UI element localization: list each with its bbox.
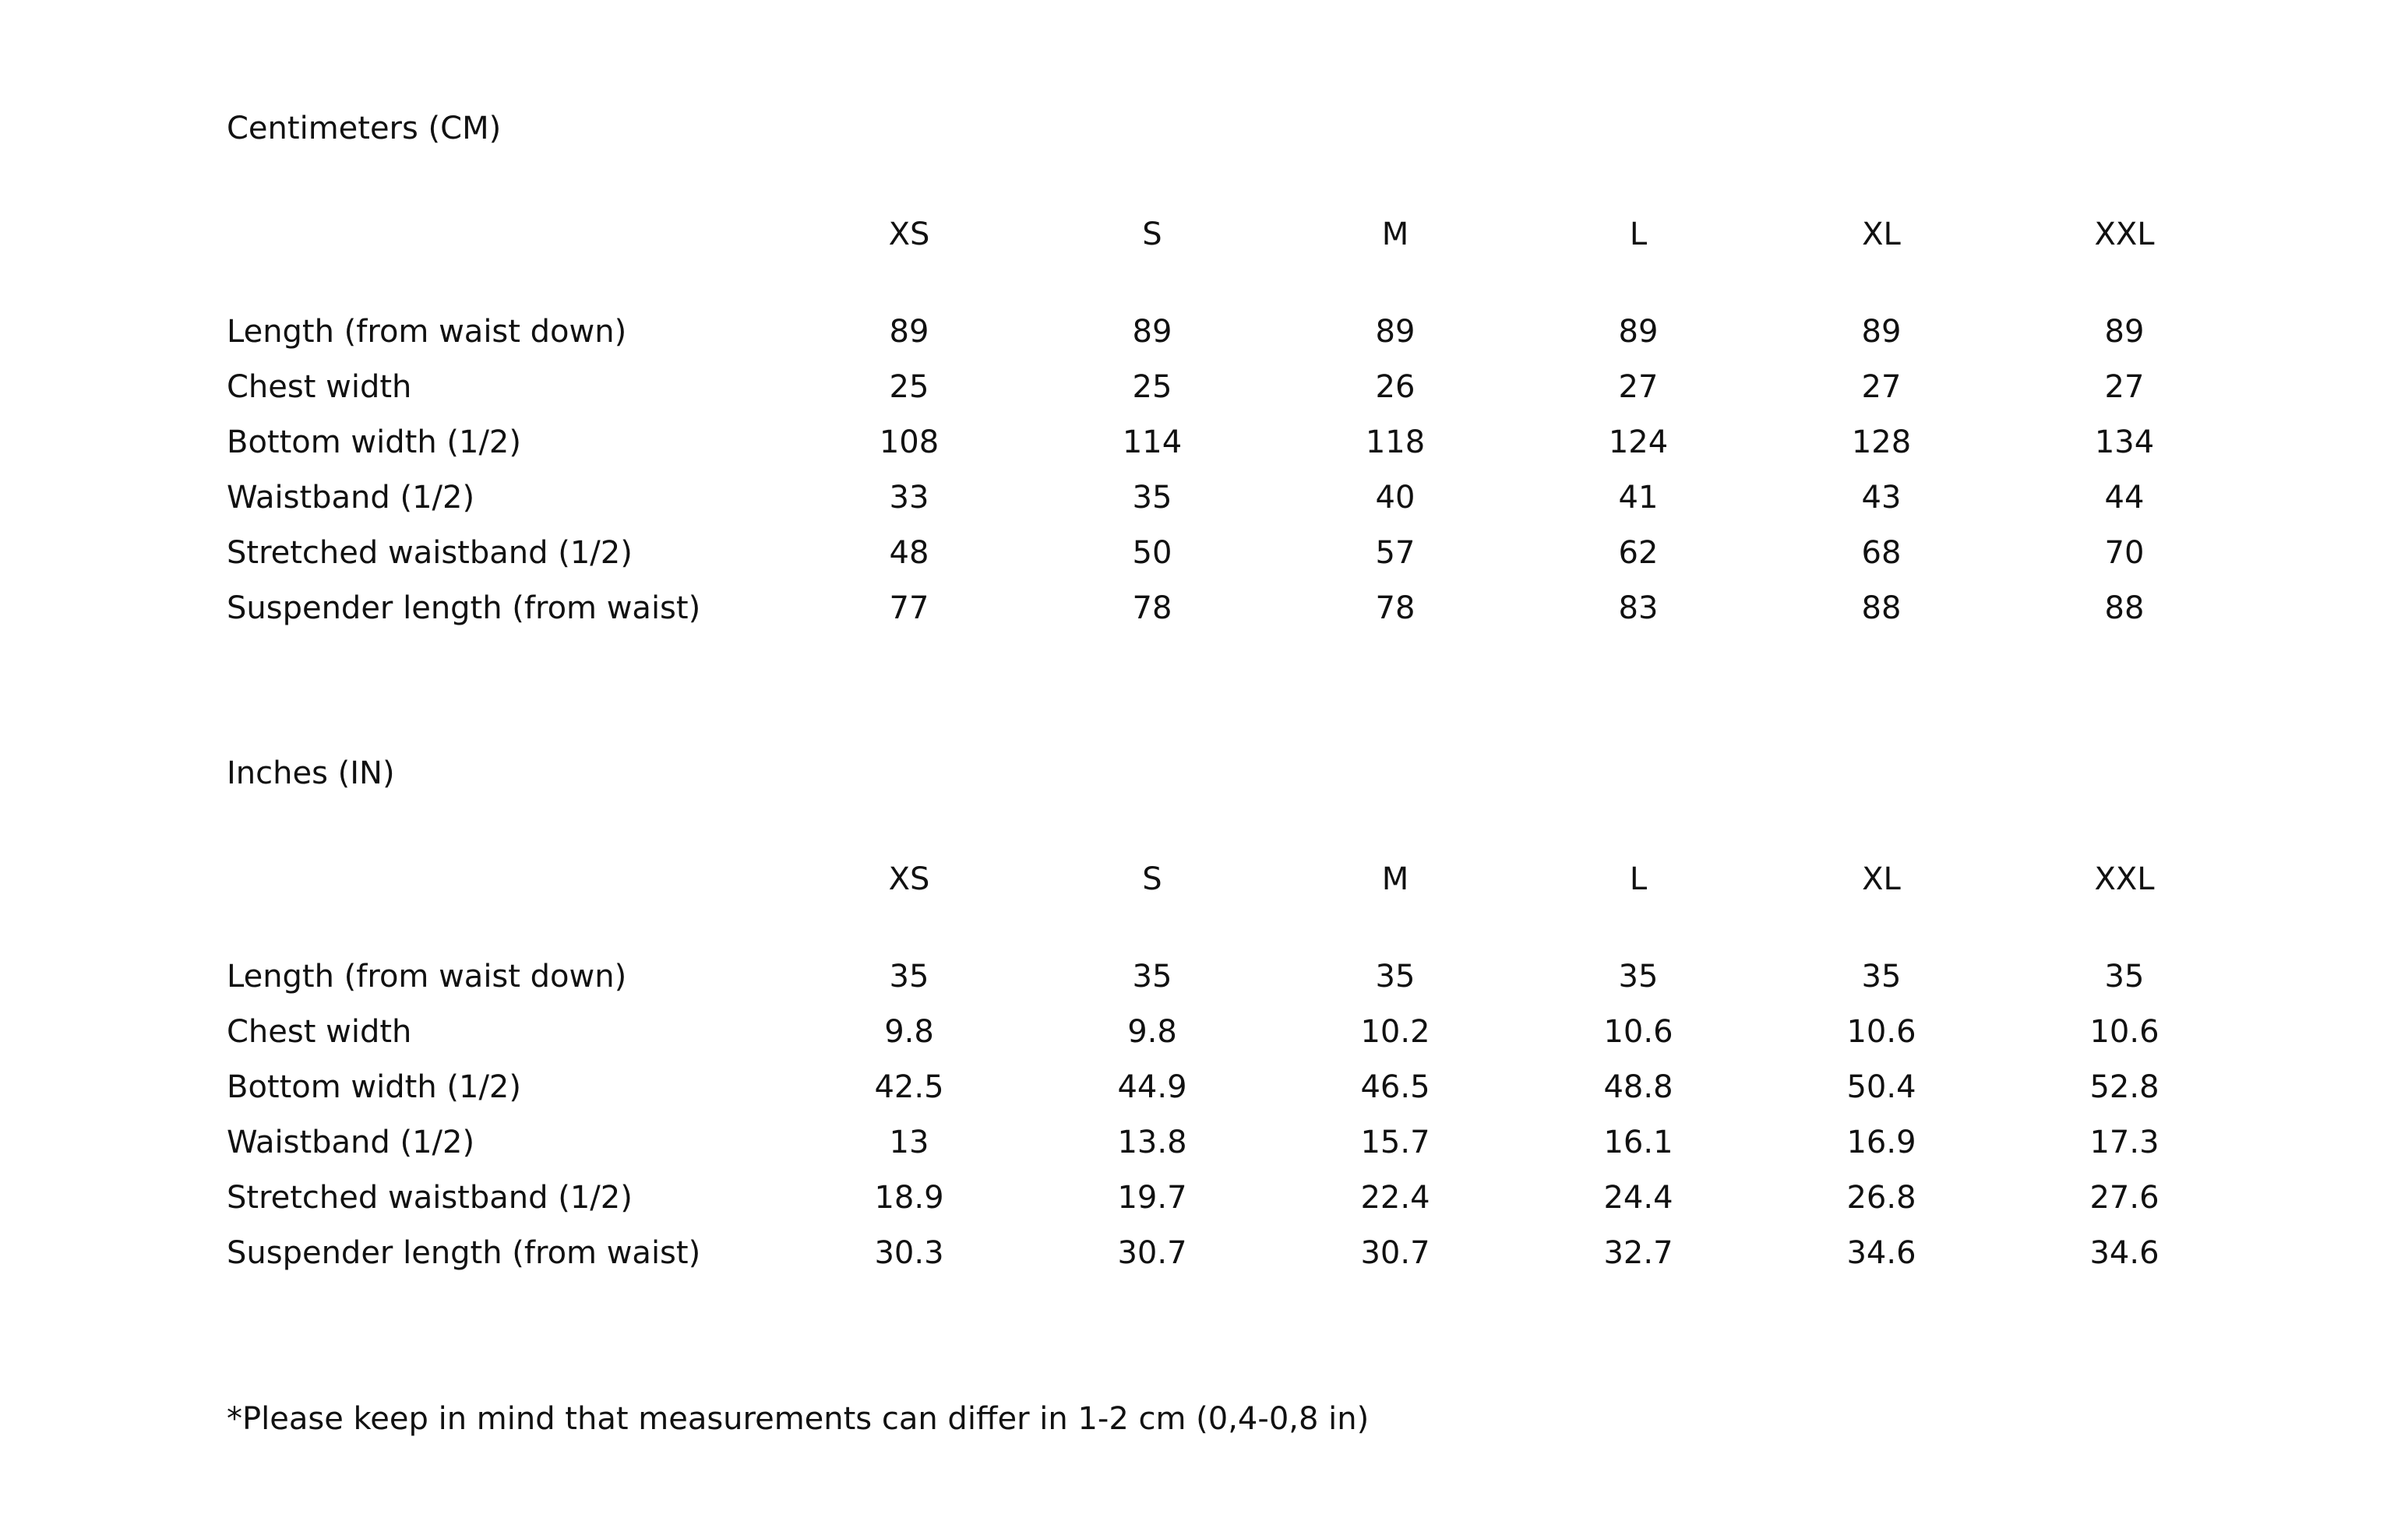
spacer-row — [227, 258, 2246, 305]
table-cell: 48.8 — [1603, 1069, 1673, 1105]
measurement-footnote: *Please keep in mind that measurements can differ in 1-2 cm (0,4-0,8 in) — [227, 1401, 1370, 1437]
table-cell: 26 — [1375, 369, 1416, 405]
table-cell: 10.6 — [1603, 1014, 1673, 1050]
table-cell: 35 — [889, 959, 929, 995]
table-cell: 89 — [1618, 314, 1659, 350]
size-header-xl: XL — [1862, 217, 1901, 252]
table-cell: 89 — [1861, 314, 1902, 350]
row-label: Stretched waistband (1/2) — [227, 535, 633, 571]
row-label: Chest width — [227, 1014, 412, 1050]
table-cell: 46.5 — [1360, 1069, 1430, 1105]
table-cell: 34.6 — [1846, 1235, 1916, 1271]
table-cell: 16.9 — [1846, 1125, 1916, 1160]
table-cell: 18.9 — [874, 1180, 944, 1216]
table-cell: 34.6 — [2089, 1235, 2159, 1271]
table-cell: 41 — [1618, 480, 1659, 516]
table-cell: 83 — [1618, 590, 1659, 626]
table-row — [227, 1115, 2246, 1171]
table-cell: 40 — [1375, 480, 1416, 516]
table-cell: 89 — [1132, 314, 1172, 350]
table-cell: 25 — [889, 369, 929, 405]
table-cell: 24.4 — [1603, 1180, 1673, 1216]
size-header-s: S — [1142, 217, 1162, 252]
size-header-xxl: XXL — [2094, 217, 2155, 252]
table-row — [227, 305, 2246, 360]
row-label: Waistband (1/2) — [227, 1125, 475, 1160]
table-cell: 33 — [889, 480, 929, 516]
table-cell: 78 — [1132, 590, 1172, 626]
header-corner — [227, 856, 788, 903]
row-label: Chest width — [227, 369, 412, 405]
table-cell: 35 — [1132, 480, 1172, 516]
table-cell: 44.9 — [1117, 1069, 1187, 1105]
table-row — [227, 526, 2246, 581]
table-cell: 57 — [1375, 535, 1416, 571]
table-cell: 35 — [1132, 959, 1172, 995]
table-row — [227, 581, 2246, 636]
table-cell: 77 — [889, 590, 929, 626]
table-cell: 88 — [2104, 590, 2145, 626]
inches-section — [227, 750, 2252, 1281]
table-cell: 35 — [2104, 959, 2145, 995]
table-cell: 108 — [879, 424, 940, 460]
table-cell: 27 — [1861, 369, 1902, 405]
table-cell: 124 — [1608, 424, 1669, 460]
table-cell: 27 — [1618, 369, 1659, 405]
table-cell: 13.8 — [1117, 1125, 1187, 1160]
table-cell: 89 — [889, 314, 929, 350]
table-cell: 30.3 — [874, 1235, 944, 1271]
header-corner — [227, 211, 788, 258]
table-cell: 30.7 — [1360, 1235, 1430, 1271]
table-row — [227, 1171, 2246, 1226]
table-cell: 78 — [1375, 590, 1416, 626]
section-title-in: Inches (IN) — [227, 755, 395, 791]
table-cell: 30.7 — [1117, 1235, 1187, 1271]
size-header-row — [227, 856, 2246, 903]
table-cell: 17.3 — [2089, 1125, 2159, 1160]
size-header-xs: XS — [888, 861, 930, 897]
size-table-cm — [227, 211, 2246, 636]
table-row — [227, 949, 2246, 1005]
table-row — [227, 415, 2246, 470]
table-cell: 43 — [1861, 480, 1902, 516]
table-cell: 35 — [1618, 959, 1659, 995]
row-label: Bottom width (1/2) — [227, 424, 521, 460]
table-row — [227, 1005, 2246, 1060]
size-header-m: M — [1381, 861, 1409, 897]
row-label: Length (from waist down) — [227, 959, 627, 995]
size-header-row — [227, 211, 2246, 258]
table-row — [227, 1060, 2246, 1115]
table-cell: 50 — [1132, 535, 1172, 571]
table-cell: 27 — [2104, 369, 2145, 405]
table-cell: 48 — [889, 535, 929, 571]
table-cell: 10.6 — [2089, 1014, 2159, 1050]
table-cell: 10.6 — [1846, 1014, 1916, 1050]
size-header-xs: XS — [888, 217, 930, 252]
table-cell: 88 — [1861, 590, 1902, 626]
table-cell: 19.7 — [1117, 1180, 1187, 1216]
size-header-l: L — [1629, 217, 1648, 252]
size-table-in — [227, 856, 2246, 1281]
row-label: Stretched waistband (1/2) — [227, 1180, 633, 1216]
size-header-s: S — [1142, 861, 1162, 897]
table-row — [227, 470, 2246, 526]
table-cell: 89 — [1375, 314, 1416, 350]
spacer-row — [227, 903, 2246, 949]
table-cell: 35 — [1861, 959, 1902, 995]
table-cell: 22.4 — [1360, 1180, 1430, 1216]
table-cell: 42.5 — [874, 1069, 944, 1105]
table-cell: 27.6 — [2089, 1180, 2159, 1216]
row-label: Bottom width (1/2) — [227, 1069, 521, 1105]
table-cell: 89 — [2104, 314, 2145, 350]
table-cell: 52.8 — [2089, 1069, 2159, 1105]
table-cell: 70 — [2104, 535, 2145, 571]
table-cell: 62 — [1618, 535, 1659, 571]
table-cell: 16.1 — [1603, 1125, 1673, 1160]
table-cell: 134 — [2094, 424, 2155, 460]
table-cell: 32.7 — [1603, 1235, 1673, 1271]
table-cell: 9.8 — [1127, 1014, 1177, 1050]
row-label: Suspender length (from waist) — [227, 590, 701, 626]
size-header-l: L — [1629, 861, 1648, 897]
table-cell: 114 — [1122, 424, 1183, 460]
table-cell: 10.2 — [1360, 1014, 1430, 1050]
centimeters-section — [227, 105, 2252, 636]
table-cell: 26.8 — [1846, 1180, 1916, 1216]
table-cell: 15.7 — [1360, 1125, 1430, 1160]
table-cell: 35 — [1375, 959, 1416, 995]
size-header-xl: XL — [1862, 861, 1901, 897]
table-cell: 25 — [1132, 369, 1172, 405]
row-label: Length (from waist down) — [227, 314, 627, 350]
table-cell: 9.8 — [884, 1014, 934, 1050]
table-cell: 68 — [1861, 535, 1902, 571]
table-cell: 13 — [889, 1125, 929, 1160]
table-row — [227, 1226, 2246, 1281]
table-cell: 128 — [1851, 424, 1912, 460]
table-cell: 50.4 — [1846, 1069, 1916, 1105]
table-row — [227, 360, 2246, 415]
table-cell: 118 — [1365, 424, 1426, 460]
size-header-xxl: XXL — [2094, 861, 2155, 897]
section-title-cm: Centimeters (CM) — [227, 111, 502, 146]
row-label: Suspender length (from waist) — [227, 1235, 701, 1271]
size-header-m: M — [1381, 217, 1409, 252]
row-label: Waistband (1/2) — [227, 480, 475, 516]
table-cell: 44 — [2104, 480, 2145, 516]
